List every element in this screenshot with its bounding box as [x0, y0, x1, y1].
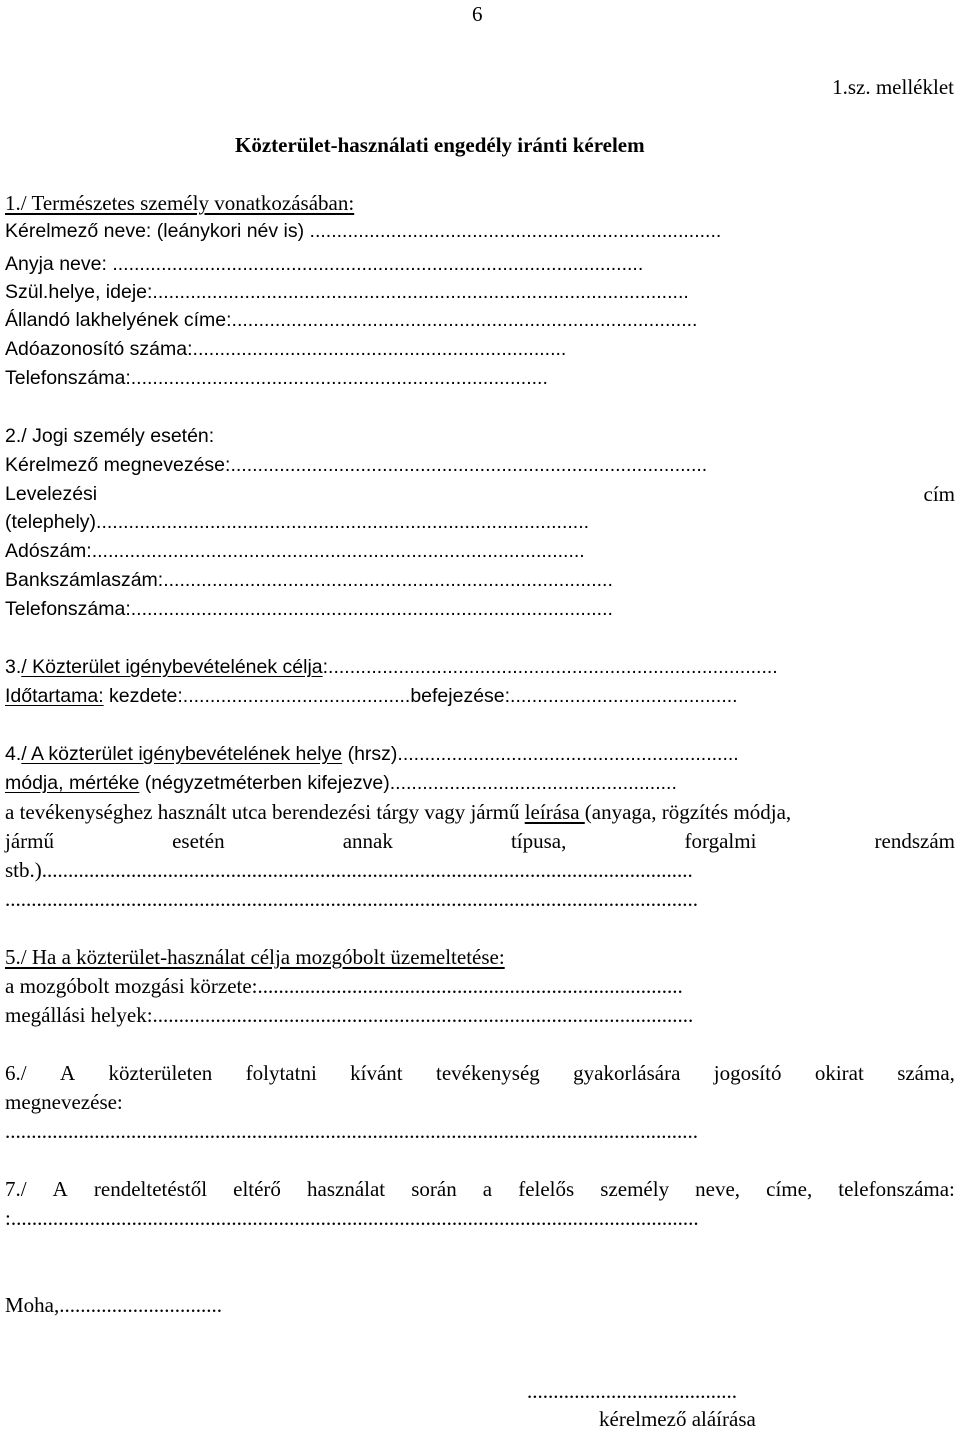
s2-name-field: Kérelmező megnevezése:........................................................................................	[5, 454, 708, 476]
section-7-line-1	[5, 1177, 955, 1201]
s4-description-line-4: ....................................................................................................................................	[5, 887, 698, 911]
section-2-heading: 2./ Jogi személy esetén:	[5, 425, 215, 447]
s4-desc2-word: típusa,	[510, 829, 567, 853]
s4-place-label: / A közterület igénybevételének helye	[21, 743, 343, 765]
section-1-heading: 1./ Természetes személy vonatkozásában:	[5, 191, 355, 215]
s4-desc2-word: esetén	[172, 829, 225, 853]
s4-mode-rest: (négyzetméterben kifejezve).....................................................	[139, 772, 677, 794]
s1-residence-field: Állandó lakhelyének címe:......................................................................................	[5, 309, 698, 331]
s4-desc2-word: jármű	[5, 829, 54, 853]
s6-word: gyakorlására	[573, 1061, 681, 1085]
s4-description-line-3: stb.)............................................................................................................................	[5, 858, 693, 882]
s7-word: címe,	[766, 1177, 813, 1201]
s4-desc-part-c: (anyaga, rögzítés módja,	[584, 800, 792, 824]
s6-word: 6./	[5, 1061, 27, 1085]
s1-mother-name-field: Anyja neve: ..................................................................................................	[5, 253, 644, 275]
signature-line: ........................................	[527, 1379, 737, 1403]
s4-desc2-word: forgalmi	[684, 829, 757, 853]
s6-word: tevékenység	[436, 1061, 540, 1085]
s7-word: telefonszáma:	[838, 1177, 955, 1201]
s5-area-field: a mozgóbolt mozgási körzete:.................................................................................	[5, 974, 683, 998]
s4-desc-part-a: a tevékenységhez használt utca berendezési tárgy vagy jármű	[5, 800, 525, 824]
annex-label: 1.sz. melléklet	[832, 75, 954, 99]
s4-description-line-1	[5, 800, 791, 824]
s6-word: kívánt	[350, 1061, 403, 1085]
s6-line-3: ....................................................................................................................................	[5, 1119, 698, 1143]
document-title	[235, 133, 645, 157]
s3-duration-field	[5, 684, 738, 708]
s5-stops-field: megállási helyek:.......................................................................................................	[5, 1003, 694, 1027]
s2-address-label-end: cím	[923, 482, 955, 506]
s7-word: eltérő	[233, 1177, 281, 1201]
s4-mode-label: módja, mértéke	[5, 772, 140, 794]
s2-address-row	[5, 482, 955, 506]
s7-word: használat	[307, 1177, 386, 1201]
s1-birth-field: Szül.helye, ideje:...................................................................................................	[5, 281, 689, 303]
s2-address-field: (telephely)...........................................................................................	[5, 511, 590, 533]
page-number: 6	[472, 2, 483, 26]
s4-place-rest: (hrsz)...............................................................	[342, 743, 739, 765]
s2-bank-field: Bankszámlaszám:...................................................................................	[5, 569, 613, 591]
s4-number: 4.	[5, 743, 22, 765]
s4-description-line-2	[5, 829, 955, 853]
s4-desc-underlined: leírása	[524, 800, 585, 824]
s6-word: folytatni	[245, 1061, 317, 1085]
s4-desc2-word: annak	[342, 829, 393, 853]
s7-word: személy	[600, 1177, 670, 1201]
s7-word: neve,	[695, 1177, 741, 1201]
section-5-heading: 5./ Ha a közterület-használat célja mozgóbolt üzemeltetése:	[5, 945, 505, 969]
section-6-line-1	[5, 1061, 955, 1085]
s3-purpose-label: / Közterület igénybevételének célja	[21, 656, 323, 678]
s3-purpose-dots: :...................................................................................	[322, 656, 778, 678]
s7-word: során	[411, 1177, 457, 1201]
s1-tax-id-field: Adóazonosító száma:.....................................................................	[5, 338, 567, 360]
s6-word: A	[59, 1061, 76, 1085]
s7-line-2: :...................................................................................................................................	[5, 1206, 699, 1230]
s3-number: 3.	[5, 656, 22, 678]
s4-mode-field	[5, 771, 677, 795]
s2-tax-field: Adószám:...........................................................................................	[5, 540, 585, 562]
s2-address-label: Levelezési	[5, 483, 98, 505]
s7-word: 7./	[5, 1177, 27, 1201]
s6-word: közterületen	[108, 1061, 213, 1085]
s6-word: jogosító	[713, 1061, 782, 1085]
s4-desc2-word: rendszám	[874, 829, 955, 853]
s6-word: száma,	[897, 1061, 955, 1085]
s7-word: felelős	[518, 1177, 575, 1201]
s6-word: okirat	[814, 1061, 864, 1085]
place-date-field: Moha,...............................	[5, 1293, 222, 1317]
s3-duration-label: Időtartama:	[5, 685, 104, 707]
s3-purpose-field	[5, 655, 778, 679]
s1-phone-field: Telefonszáma:.............................................................................	[5, 367, 548, 389]
s7-word: A	[52, 1177, 68, 1201]
signature-label: kérelmező aláírása	[599, 1407, 756, 1431]
s3-duration-rest: kezdete:..........................................befejezése:..........................................	[103, 685, 738, 707]
s4-place-field	[5, 742, 739, 766]
document-title-text: Közterület-használati engedély iránti kérelem	[235, 133, 645, 157]
s2-phone-field: Telefonszáma:.........................................................................................	[5, 598, 613, 620]
s7-word: a	[482, 1177, 493, 1201]
s1-applicant-name-field: Kérelmező neve: (leánykori név is) ............................................................................	[5, 220, 722, 242]
s6-line-2: megnevezése:	[5, 1090, 123, 1114]
s7-word: rendeltetéstől	[93, 1177, 208, 1201]
